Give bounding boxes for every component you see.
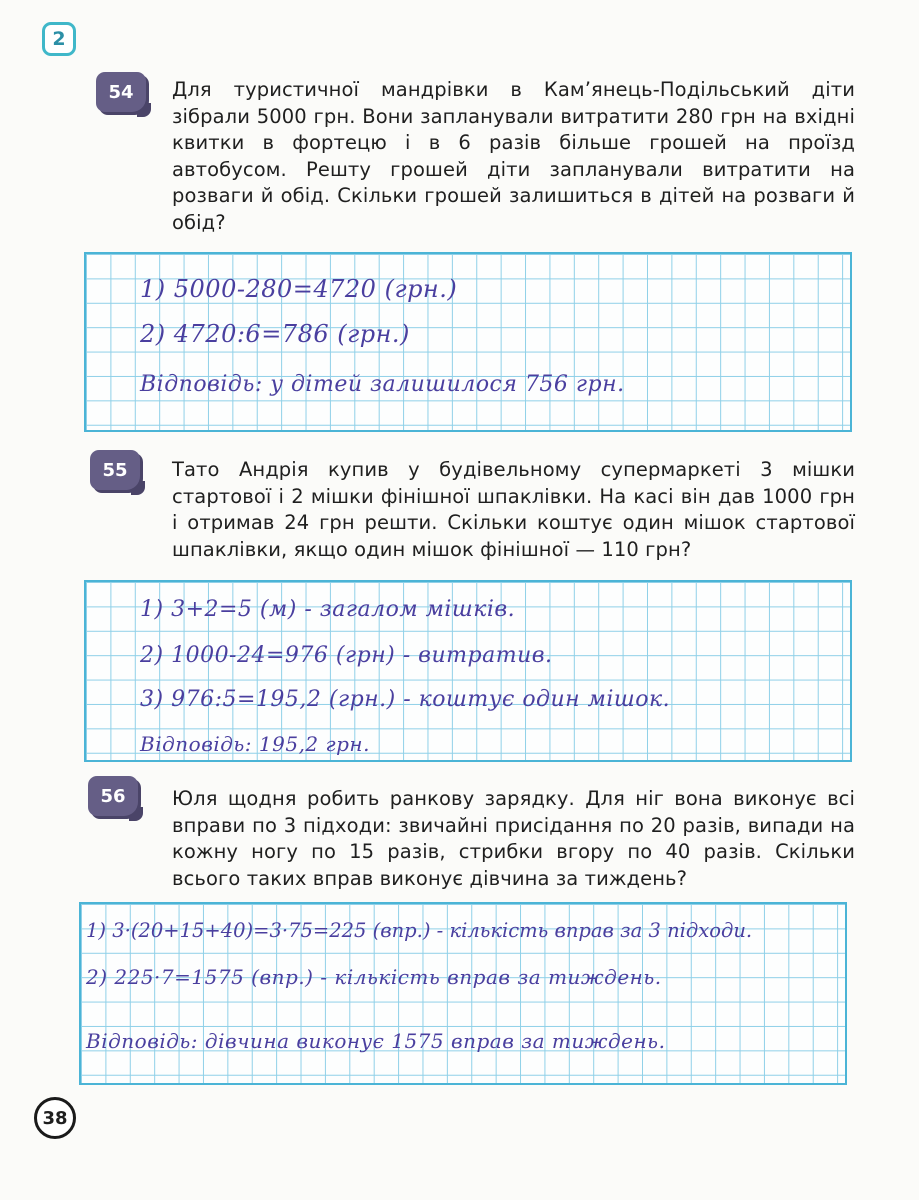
task-number-54: 54 xyxy=(96,72,146,112)
task-text-56: Юля щодня робить ранкову зарядку. Для ніг вона виконує всі вправи по 3 підходи: звичайні присідання по 20 разів, випади на кожну ногу по 15 разів, стрибки вгору по 40 разів. Скільки всього таких вправ виконує дівчина за тиждень? xyxy=(172,787,855,890)
answer-55-line-4: Відповідь: 195,2 грн. xyxy=(140,732,370,756)
answer-56-line-2: 2) 225·7=1575 (впр.) - кількість вправ за тиждень. xyxy=(86,965,662,989)
task-text-54: Для туристичної мандрівки в Кам’янець-Подільський діти зібрали 5000 грн. Вони запланували витратити 280 грн на вхідні квитки в фортецю і в 6 разів більше грошей на проїзд автобусом. Решту грошей діти запланували витратити на розваги й обід. Скільки грошей залишиться в дітей на розваги й обід? xyxy=(172,78,855,234)
answer-56-line-1: 1) 3·(20+15+40)=3·75=225 (впр.) - кількість вправ за 3 підходи. xyxy=(86,919,753,942)
answer-55-line-1: 1) 3+2=5 (м) - загалом мішків. xyxy=(140,597,516,622)
task-text-55: Тато Андрія купив у будівельному супермаркеті 3 мішки стартової і 2 мішки фінішної шпаклівки. На касі він дав 1000 грн і отримав 24 грн решти. Скільки коштує один мішок стартової шпаклівки, якщо один мішок фінішної — 110 грн? xyxy=(172,458,855,561)
answer-54-line-1: 1) 5000-280=4720 (грн.) xyxy=(140,275,458,303)
answer-55-line-2: 2) 1000-24=976 (грн) - витратив. xyxy=(140,643,553,668)
task-number-56: 56 xyxy=(88,776,138,816)
answer-54-line-2: 2) 4720:6=786 (грн.) xyxy=(140,320,410,348)
task-number-55: 55 xyxy=(90,450,140,490)
answer-55-line-3: 3) 976:5=195,2 (грн.) - коштує один мішок. xyxy=(140,687,671,712)
page-number: 38 xyxy=(34,1097,76,1139)
unit-badge: 2 xyxy=(42,22,76,56)
answer-54-line-3: Відповідь: у дітей залишилося 756 грн. xyxy=(140,372,625,397)
answer-56-line-3: Відповідь: дівчина виконує 1575 вправ за тиждень. xyxy=(86,1029,666,1053)
